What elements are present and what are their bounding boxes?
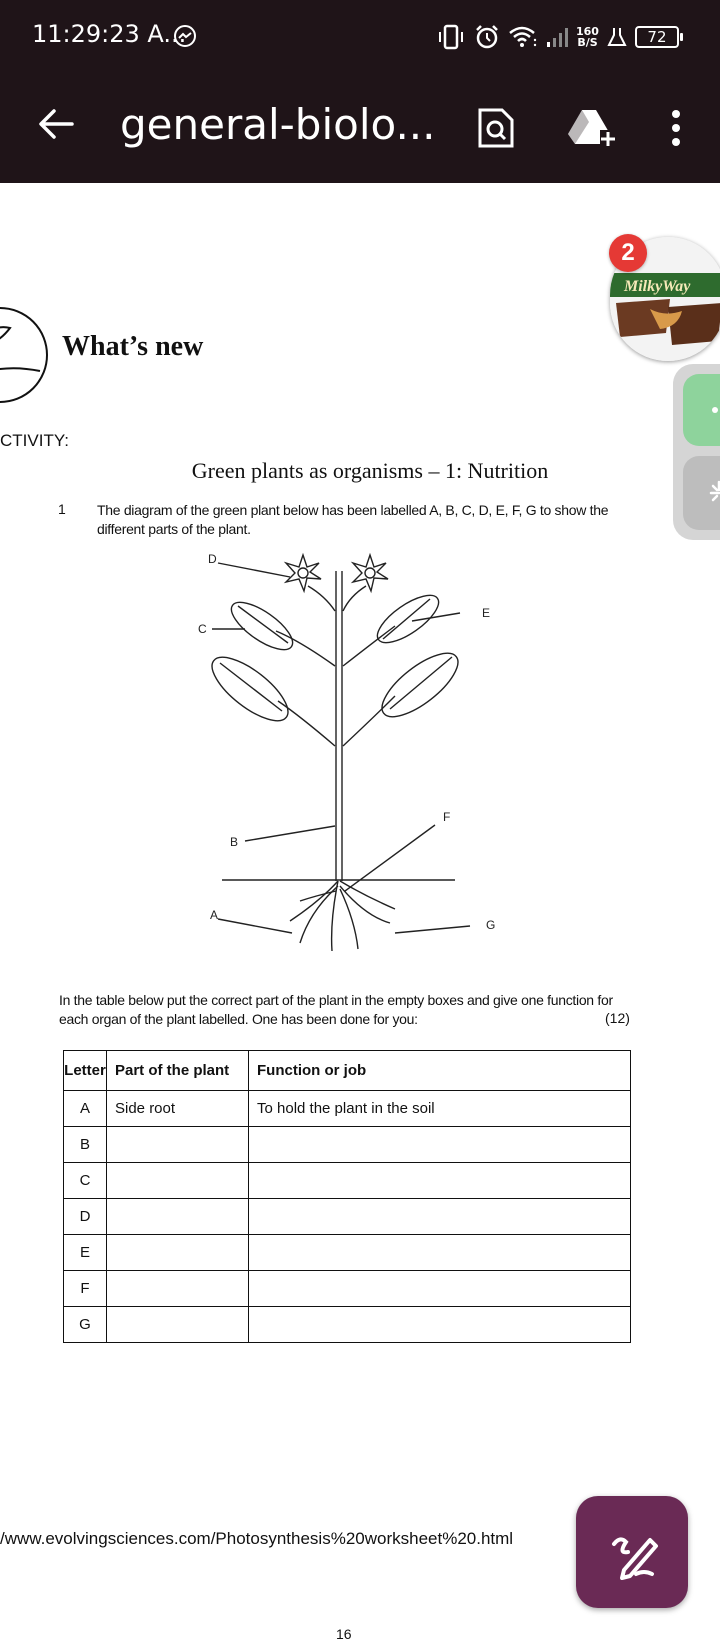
top-app-bar — [0, 0, 720, 183]
table-instruction: In the table below put the correct part of the plant in the empty boxes and give one function for each organ of the plant labelled. One has been done for you: — [59, 992, 613, 1027]
net-speed-value: 160 — [576, 25, 599, 38]
search-document-button[interactable] — [476, 106, 516, 150]
activity-label: CTIVITY: — [0, 431, 69, 450]
document-page[interactable] — [0, 183, 720, 1640]
row-letter: F — [64, 1271, 107, 1307]
header-part: Part of the plant — [107, 1051, 249, 1091]
battery-indicator: 72 — [635, 26, 679, 48]
vibrate-icon — [436, 24, 466, 50]
marks-label: (12) — [605, 1010, 630, 1026]
page-number: 16 — [336, 1626, 352, 1642]
section-title: What’s new — [62, 331, 204, 362]
row-part — [107, 1271, 249, 1307]
diagram-label-d: D — [208, 552, 217, 566]
row-part — [107, 1199, 249, 1235]
row-part: Side root — [107, 1091, 249, 1127]
brand-text: MilkyWay — [624, 278, 691, 295]
net-speed — [576, 26, 599, 48]
table-row — [64, 1235, 631, 1271]
leaf-logo-icon — [0, 303, 50, 413]
flower-left — [286, 555, 321, 591]
more-options-button[interactable] — [664, 108, 688, 148]
worksheet-heading: Green plants as organisms – 1: Nutrition — [191, 458, 549, 483]
diagram-label-f: F — [443, 810, 451, 824]
annotate-fab[interactable] — [576, 1496, 688, 1608]
row-function — [249, 1271, 631, 1307]
document-title: general-biolo... — [120, 100, 436, 149]
notification-badge: 2 — [609, 234, 647, 272]
diagram-label-b: B — [230, 835, 239, 849]
row-letter: D — [64, 1199, 107, 1235]
header-function: Function or job — [249, 1051, 631, 1091]
table-row — [64, 1199, 631, 1235]
row-letter: C — [64, 1163, 107, 1199]
pen-scribble-icon — [576, 1496, 688, 1608]
back-button[interactable] — [36, 104, 76, 144]
row-letter: B — [64, 1127, 107, 1163]
table-row — [64, 1271, 631, 1307]
diagram-label-c: C — [198, 622, 207, 636]
plant-diagram — [180, 551, 510, 971]
answers-table — [63, 1050, 631, 1343]
status-icons — [436, 22, 679, 52]
diagram-label-a: A — [210, 908, 219, 922]
status-time: 11:29:23 A... — [32, 20, 187, 48]
diagram-label-g: G — [486, 918, 496, 932]
row-function — [249, 1235, 631, 1271]
table-row — [64, 1091, 631, 1127]
edge-panel-green-button[interactable] — [683, 374, 720, 446]
edge-panel-gray-button[interactable] — [683, 456, 720, 530]
row-letter: A — [64, 1091, 107, 1127]
diagram-label-e: E — [482, 606, 491, 620]
flask-icon — [607, 26, 627, 48]
row-function — [249, 1199, 631, 1235]
signal-icon — [546, 26, 568, 48]
source-url: /www.evolvingsciences.com/Photosynthesis%20worksheet%20.html — [0, 1529, 514, 1548]
row-part — [107, 1307, 249, 1343]
table-header-row — [64, 1051, 631, 1091]
row-part — [107, 1163, 249, 1199]
alarm-icon — [474, 24, 500, 50]
question-text: The diagram of the green plant below has been labelled A, B, C, D, E, F, G to show the different parts of the plant. — [97, 502, 609, 537]
header-letter: Letter — [64, 1051, 107, 1091]
sparkle-icon — [683, 456, 720, 530]
row-function — [249, 1163, 631, 1199]
dots-icon — [683, 374, 720, 446]
net-speed-unit: B/S — [577, 36, 598, 49]
row-function — [249, 1127, 631, 1163]
table-row — [64, 1307, 631, 1343]
row-letter: G — [64, 1307, 107, 1343]
messenger-icon — [173, 24, 197, 48]
row-function — [249, 1307, 631, 1343]
table-row — [64, 1163, 631, 1199]
flower-right — [353, 555, 388, 591]
add-to-drive-button[interactable] — [566, 108, 616, 148]
row-part — [107, 1127, 249, 1163]
row-part — [107, 1235, 249, 1271]
question-number: 1 — [58, 501, 66, 517]
table-row — [64, 1127, 631, 1163]
row-letter: E — [64, 1235, 107, 1271]
wifi-icon — [508, 25, 538, 49]
row-function: To hold the plant in the soil — [249, 1091, 631, 1127]
